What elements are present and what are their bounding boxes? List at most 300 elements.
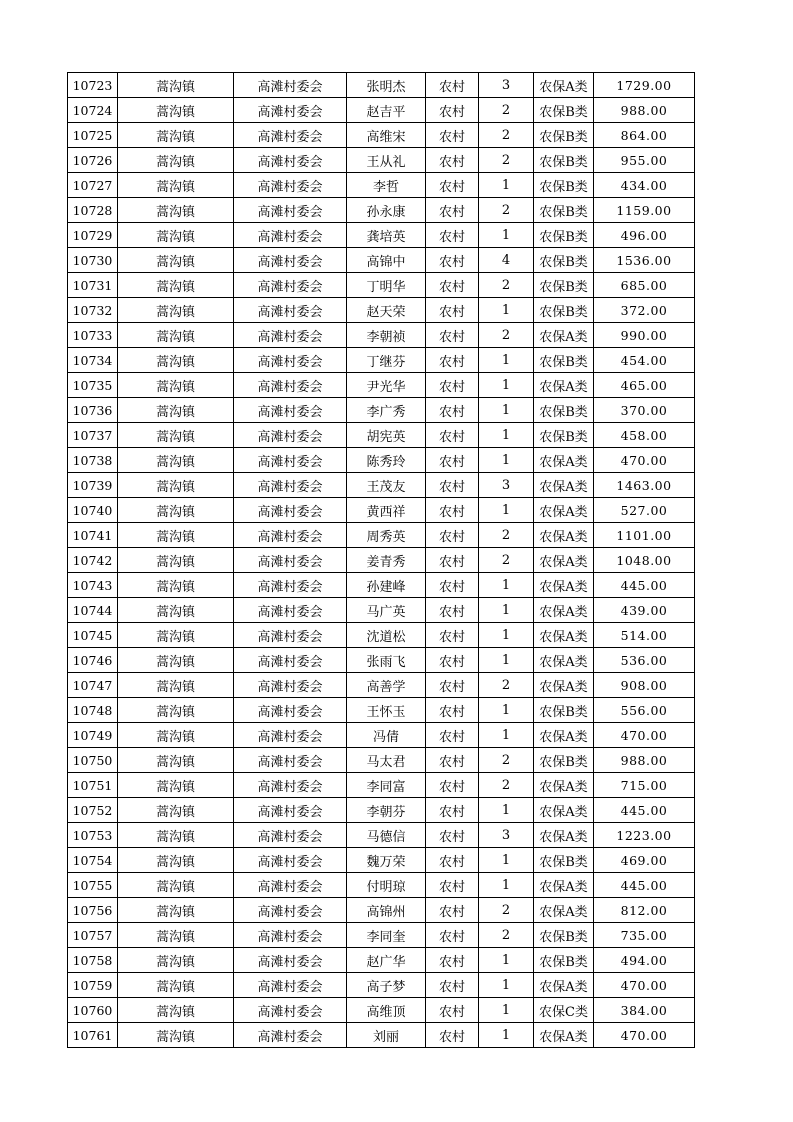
household-count-cell: 1 bbox=[479, 623, 534, 648]
area-type-cell: 农村 bbox=[426, 998, 479, 1023]
village-committee-cell: 高滩村委会 bbox=[234, 123, 347, 148]
insurance-category-cell: 农保A类 bbox=[534, 898, 594, 923]
village-committee-cell: 高滩村委会 bbox=[234, 198, 347, 223]
insurance-category-cell: 农保B类 bbox=[534, 223, 594, 248]
area-type-cell: 农村 bbox=[426, 373, 479, 398]
insurance-category-cell: 农保B类 bbox=[534, 423, 594, 448]
table-row bbox=[68, 198, 695, 223]
person-name-cell: 沈道松 bbox=[347, 623, 426, 648]
record-id-cell: 10746 bbox=[68, 648, 118, 673]
record-id-cell: 10741 bbox=[68, 523, 118, 548]
table-row bbox=[68, 748, 695, 773]
table-row bbox=[68, 123, 695, 148]
town-cell: 蒿沟镇 bbox=[118, 998, 234, 1023]
amount-cell: 1536.00 bbox=[594, 248, 695, 273]
amount-cell: 445.00 bbox=[594, 798, 695, 823]
town-cell: 蒿沟镇 bbox=[118, 523, 234, 548]
table-row bbox=[68, 473, 695, 498]
insurance-category-cell: 农保A类 bbox=[534, 598, 594, 623]
amount-cell: 735.00 bbox=[594, 923, 695, 948]
insurance-category-cell: 农保A类 bbox=[534, 648, 594, 673]
insurance-category-cell: 农保B类 bbox=[534, 173, 594, 198]
table-row bbox=[68, 323, 695, 348]
record-id-cell: 10724 bbox=[68, 98, 118, 123]
area-type-cell: 农村 bbox=[426, 323, 479, 348]
table-row bbox=[68, 273, 695, 298]
village-committee-cell: 高滩村委会 bbox=[234, 498, 347, 523]
area-type-cell: 农村 bbox=[426, 698, 479, 723]
village-committee-cell: 高滩村委会 bbox=[234, 523, 347, 548]
insurance-category-cell: 农保A类 bbox=[534, 623, 594, 648]
town-cell: 蒿沟镇 bbox=[118, 798, 234, 823]
village-committee-cell: 高滩村委会 bbox=[234, 748, 347, 773]
record-id-cell: 10734 bbox=[68, 348, 118, 373]
insurance-category-cell: 农保A类 bbox=[534, 498, 594, 523]
amount-cell: 496.00 bbox=[594, 223, 695, 248]
area-type-cell: 农村 bbox=[426, 273, 479, 298]
town-cell: 蒿沟镇 bbox=[118, 73, 234, 98]
table-row bbox=[68, 623, 695, 648]
person-name-cell: 姜青秀 bbox=[347, 548, 426, 573]
area-type-cell: 农村 bbox=[426, 598, 479, 623]
person-name-cell: 李同奎 bbox=[347, 923, 426, 948]
area-type-cell: 农村 bbox=[426, 73, 479, 98]
table-row bbox=[68, 598, 695, 623]
table-row bbox=[68, 823, 695, 848]
table-row bbox=[68, 648, 695, 673]
table-row bbox=[68, 523, 695, 548]
town-cell: 蒿沟镇 bbox=[118, 448, 234, 473]
person-name-cell: 高善学 bbox=[347, 673, 426, 698]
amount-cell: 527.00 bbox=[594, 498, 695, 523]
area-type-cell: 农村 bbox=[426, 648, 479, 673]
record-id-cell: 10723 bbox=[68, 73, 118, 98]
household-count-cell: 1 bbox=[479, 598, 534, 623]
area-type-cell: 农村 bbox=[426, 748, 479, 773]
household-count-cell: 1 bbox=[479, 1023, 534, 1048]
area-type-cell: 农村 bbox=[426, 98, 479, 123]
area-type-cell: 农村 bbox=[426, 223, 479, 248]
village-committee-cell: 高滩村委会 bbox=[234, 573, 347, 598]
household-count-cell: 2 bbox=[479, 323, 534, 348]
amount-cell: 372.00 bbox=[594, 298, 695, 323]
amount-cell: 955.00 bbox=[594, 148, 695, 173]
village-committee-cell: 高滩村委会 bbox=[234, 348, 347, 373]
amount-cell: 864.00 bbox=[594, 123, 695, 148]
area-type-cell: 农村 bbox=[426, 348, 479, 373]
household-count-cell: 1 bbox=[479, 498, 534, 523]
town-cell: 蒿沟镇 bbox=[118, 948, 234, 973]
village-committee-cell: 高滩村委会 bbox=[234, 923, 347, 948]
person-name-cell: 赵吉平 bbox=[347, 98, 426, 123]
amount-cell: 988.00 bbox=[594, 98, 695, 123]
area-type-cell: 农村 bbox=[426, 523, 479, 548]
insurance-category-cell: 农保B类 bbox=[534, 748, 594, 773]
amount-cell: 384.00 bbox=[594, 998, 695, 1023]
village-committee-cell: 高滩村委会 bbox=[234, 848, 347, 873]
table-row bbox=[68, 998, 695, 1023]
amount-cell: 1223.00 bbox=[594, 823, 695, 848]
town-cell: 蒿沟镇 bbox=[118, 623, 234, 648]
household-count-cell: 1 bbox=[479, 698, 534, 723]
person-name-cell: 丁继芬 bbox=[347, 348, 426, 373]
village-committee-cell: 高滩村委会 bbox=[234, 598, 347, 623]
record-id-cell: 10738 bbox=[68, 448, 118, 473]
insurance-category-cell: 农保A类 bbox=[534, 548, 594, 573]
area-type-cell: 农村 bbox=[426, 773, 479, 798]
village-committee-cell: 高滩村委会 bbox=[234, 673, 347, 698]
town-cell: 蒿沟镇 bbox=[118, 173, 234, 198]
town-cell: 蒿沟镇 bbox=[118, 123, 234, 148]
table-row bbox=[68, 773, 695, 798]
household-count-cell: 1 bbox=[479, 423, 534, 448]
area-type-cell: 农村 bbox=[426, 148, 479, 173]
table-row bbox=[68, 573, 695, 598]
town-cell: 蒿沟镇 bbox=[118, 598, 234, 623]
village-committee-cell: 高滩村委会 bbox=[234, 148, 347, 173]
household-count-cell: 2 bbox=[479, 923, 534, 948]
town-cell: 蒿沟镇 bbox=[118, 398, 234, 423]
household-count-cell: 1 bbox=[479, 173, 534, 198]
town-cell: 蒿沟镇 bbox=[118, 473, 234, 498]
record-id-cell: 10754 bbox=[68, 848, 118, 873]
village-committee-cell: 高滩村委会 bbox=[234, 273, 347, 298]
area-type-cell: 农村 bbox=[426, 298, 479, 323]
village-committee-cell: 高滩村委会 bbox=[234, 223, 347, 248]
amount-cell: 1729.00 bbox=[594, 73, 695, 98]
record-id-cell: 10751 bbox=[68, 773, 118, 798]
insurance-category-cell: 农保A类 bbox=[534, 473, 594, 498]
amount-cell: 494.00 bbox=[594, 948, 695, 973]
person-name-cell: 王从礼 bbox=[347, 148, 426, 173]
insurance-category-cell: 农保A类 bbox=[534, 523, 594, 548]
area-type-cell: 农村 bbox=[426, 498, 479, 523]
village-committee-cell: 高滩村委会 bbox=[234, 623, 347, 648]
area-type-cell: 农村 bbox=[426, 623, 479, 648]
amount-cell: 1101.00 bbox=[594, 523, 695, 548]
area-type-cell: 农村 bbox=[426, 923, 479, 948]
village-committee-cell: 高滩村委会 bbox=[234, 948, 347, 973]
table-row bbox=[68, 398, 695, 423]
household-count-cell: 1 bbox=[479, 223, 534, 248]
town-cell: 蒿沟镇 bbox=[118, 348, 234, 373]
household-count-cell: 1 bbox=[479, 798, 534, 823]
record-id-cell: 10737 bbox=[68, 423, 118, 448]
town-cell: 蒿沟镇 bbox=[118, 298, 234, 323]
record-id-cell: 10748 bbox=[68, 698, 118, 723]
amount-cell: 556.00 bbox=[594, 698, 695, 723]
town-cell: 蒿沟镇 bbox=[118, 573, 234, 598]
amount-cell: 445.00 bbox=[594, 573, 695, 598]
insurance-category-cell: 农保A类 bbox=[534, 1023, 594, 1048]
town-cell: 蒿沟镇 bbox=[118, 148, 234, 173]
person-name-cell: 马广英 bbox=[347, 598, 426, 623]
table-row bbox=[68, 98, 695, 123]
record-id-cell: 10739 bbox=[68, 473, 118, 498]
village-committee-cell: 高滩村委会 bbox=[234, 423, 347, 448]
record-id-cell: 10742 bbox=[68, 548, 118, 573]
household-count-cell: 1 bbox=[479, 448, 534, 473]
record-id-cell: 10747 bbox=[68, 673, 118, 698]
insurance-category-cell: 农保B类 bbox=[534, 123, 594, 148]
person-name-cell: 付明琼 bbox=[347, 873, 426, 898]
household-count-cell: 2 bbox=[479, 898, 534, 923]
area-type-cell: 农村 bbox=[426, 423, 479, 448]
household-count-cell: 1 bbox=[479, 398, 534, 423]
town-cell: 蒿沟镇 bbox=[118, 323, 234, 348]
insurance-category-cell: 农保A类 bbox=[534, 448, 594, 473]
village-committee-cell: 高滩村委会 bbox=[234, 98, 347, 123]
person-name-cell: 魏万荣 bbox=[347, 848, 426, 873]
record-id-cell: 10733 bbox=[68, 323, 118, 348]
person-name-cell: 孙建峰 bbox=[347, 573, 426, 598]
town-cell: 蒿沟镇 bbox=[118, 873, 234, 898]
village-committee-cell: 高滩村委会 bbox=[234, 298, 347, 323]
town-cell: 蒿沟镇 bbox=[118, 1023, 234, 1048]
person-name-cell: 黄西祥 bbox=[347, 498, 426, 523]
amount-cell: 454.00 bbox=[594, 348, 695, 373]
person-name-cell: 赵天荣 bbox=[347, 298, 426, 323]
household-count-cell: 3 bbox=[479, 473, 534, 498]
record-id-cell: 10760 bbox=[68, 998, 118, 1023]
household-count-cell: 1 bbox=[479, 648, 534, 673]
record-id-cell: 10749 bbox=[68, 723, 118, 748]
town-cell: 蒿沟镇 bbox=[118, 698, 234, 723]
amount-cell: 439.00 bbox=[594, 598, 695, 623]
area-type-cell: 农村 bbox=[426, 898, 479, 923]
record-id-cell: 10756 bbox=[68, 898, 118, 923]
area-type-cell: 农村 bbox=[426, 948, 479, 973]
insurance-category-cell: 农保B类 bbox=[534, 698, 594, 723]
person-name-cell: 李同富 bbox=[347, 773, 426, 798]
amount-cell: 470.00 bbox=[594, 973, 695, 998]
table-row bbox=[68, 973, 695, 998]
insurance-category-cell: 农保B类 bbox=[534, 923, 594, 948]
amount-cell: 470.00 bbox=[594, 1023, 695, 1048]
insurance-category-cell: 农保B类 bbox=[534, 398, 594, 423]
amount-cell: 685.00 bbox=[594, 273, 695, 298]
town-cell: 蒿沟镇 bbox=[118, 923, 234, 948]
amount-cell: 470.00 bbox=[594, 448, 695, 473]
village-committee-cell: 高滩村委会 bbox=[234, 648, 347, 673]
record-id-cell: 10726 bbox=[68, 148, 118, 173]
insurance-category-cell: 农保B类 bbox=[534, 948, 594, 973]
household-count-cell: 2 bbox=[479, 523, 534, 548]
person-name-cell: 王怀玉 bbox=[347, 698, 426, 723]
area-type-cell: 农村 bbox=[426, 398, 479, 423]
insurance-category-cell: 农保B类 bbox=[534, 198, 594, 223]
household-count-cell: 3 bbox=[479, 823, 534, 848]
area-type-cell: 农村 bbox=[426, 548, 479, 573]
insurance-category-cell: 农保A类 bbox=[534, 73, 594, 98]
household-count-cell: 1 bbox=[479, 948, 534, 973]
amount-cell: 1463.00 bbox=[594, 473, 695, 498]
person-name-cell: 张雨飞 bbox=[347, 648, 426, 673]
town-cell: 蒿沟镇 bbox=[118, 548, 234, 573]
person-name-cell: 马德信 bbox=[347, 823, 426, 848]
household-count-cell: 1 bbox=[479, 848, 534, 873]
table-row bbox=[68, 348, 695, 373]
village-committee-cell: 高滩村委会 bbox=[234, 448, 347, 473]
record-id-cell: 10744 bbox=[68, 598, 118, 623]
household-count-cell: 2 bbox=[479, 748, 534, 773]
person-name-cell: 高子梦 bbox=[347, 973, 426, 998]
town-cell: 蒿沟镇 bbox=[118, 673, 234, 698]
amount-cell: 536.00 bbox=[594, 648, 695, 673]
table-row bbox=[68, 298, 695, 323]
record-id-cell: 10740 bbox=[68, 498, 118, 523]
area-type-cell: 农村 bbox=[426, 198, 479, 223]
town-cell: 蒿沟镇 bbox=[118, 198, 234, 223]
household-count-cell: 4 bbox=[479, 248, 534, 273]
amount-cell: 458.00 bbox=[594, 423, 695, 448]
person-name-cell: 张明杰 bbox=[347, 73, 426, 98]
village-committee-cell: 高滩村委会 bbox=[234, 473, 347, 498]
record-id-cell: 10753 bbox=[68, 823, 118, 848]
village-committee-cell: 高滩村委会 bbox=[234, 773, 347, 798]
table-row bbox=[68, 148, 695, 173]
amount-cell: 434.00 bbox=[594, 173, 695, 198]
person-name-cell: 赵广华 bbox=[347, 948, 426, 973]
insurance-category-cell: 农保B类 bbox=[534, 348, 594, 373]
table-row bbox=[68, 448, 695, 473]
household-count-cell: 2 bbox=[479, 273, 534, 298]
village-committee-cell: 高滩村委会 bbox=[234, 1023, 347, 1048]
roster-body bbox=[68, 73, 695, 1048]
amount-cell: 514.00 bbox=[594, 623, 695, 648]
insurance-category-cell: 农保A类 bbox=[534, 823, 594, 848]
person-name-cell: 李哲 bbox=[347, 173, 426, 198]
record-id-cell: 10752 bbox=[68, 798, 118, 823]
person-name-cell: 龚培英 bbox=[347, 223, 426, 248]
amount-cell: 990.00 bbox=[594, 323, 695, 348]
record-id-cell: 10725 bbox=[68, 123, 118, 148]
amount-cell: 465.00 bbox=[594, 373, 695, 398]
record-id-cell: 10759 bbox=[68, 973, 118, 998]
town-cell: 蒿沟镇 bbox=[118, 273, 234, 298]
town-cell: 蒿沟镇 bbox=[118, 648, 234, 673]
insurance-category-cell: 农保B类 bbox=[534, 148, 594, 173]
area-type-cell: 农村 bbox=[426, 723, 479, 748]
household-count-cell: 2 bbox=[479, 98, 534, 123]
table-row bbox=[68, 248, 695, 273]
village-committee-cell: 高滩村委会 bbox=[234, 798, 347, 823]
record-id-cell: 10732 bbox=[68, 298, 118, 323]
insurance-category-cell: 农保C类 bbox=[534, 998, 594, 1023]
household-count-cell: 1 bbox=[479, 873, 534, 898]
town-cell: 蒿沟镇 bbox=[118, 773, 234, 798]
household-count-cell: 2 bbox=[479, 123, 534, 148]
amount-cell: 1159.00 bbox=[594, 198, 695, 223]
record-id-cell: 10761 bbox=[68, 1023, 118, 1048]
person-name-cell: 周秀英 bbox=[347, 523, 426, 548]
household-count-cell: 3 bbox=[479, 73, 534, 98]
record-id-cell: 10757 bbox=[68, 923, 118, 948]
town-cell: 蒿沟镇 bbox=[118, 723, 234, 748]
area-type-cell: 农村 bbox=[426, 248, 479, 273]
village-committee-cell: 高滩村委会 bbox=[234, 398, 347, 423]
amount-cell: 1048.00 bbox=[594, 548, 695, 573]
person-name-cell: 高锦中 bbox=[347, 248, 426, 273]
area-type-cell: 农村 bbox=[426, 573, 479, 598]
insurance-category-cell: 农保B类 bbox=[534, 98, 594, 123]
area-type-cell: 农村 bbox=[426, 873, 479, 898]
village-committee-cell: 高滩村委会 bbox=[234, 373, 347, 398]
area-type-cell: 农村 bbox=[426, 1023, 479, 1048]
insurance-category-cell: 农保B类 bbox=[534, 298, 594, 323]
village-committee-cell: 高滩村委会 bbox=[234, 323, 347, 348]
record-id-cell: 10750 bbox=[68, 748, 118, 773]
village-committee-cell: 高滩村委会 bbox=[234, 548, 347, 573]
town-cell: 蒿沟镇 bbox=[118, 898, 234, 923]
table-row bbox=[68, 1023, 695, 1048]
village-committee-cell: 高滩村委会 bbox=[234, 998, 347, 1023]
record-id-cell: 10755 bbox=[68, 873, 118, 898]
household-count-cell: 2 bbox=[479, 148, 534, 173]
record-id-cell: 10730 bbox=[68, 248, 118, 273]
table-row bbox=[68, 423, 695, 448]
area-type-cell: 农村 bbox=[426, 448, 479, 473]
person-name-cell: 王茂友 bbox=[347, 473, 426, 498]
table-row bbox=[68, 673, 695, 698]
insurance-category-cell: 农保B类 bbox=[534, 848, 594, 873]
area-type-cell: 农村 bbox=[426, 473, 479, 498]
amount-cell: 715.00 bbox=[594, 773, 695, 798]
amount-cell: 812.00 bbox=[594, 898, 695, 923]
insurance-category-cell: 农保A类 bbox=[534, 798, 594, 823]
area-type-cell: 农村 bbox=[426, 798, 479, 823]
household-count-cell: 2 bbox=[479, 548, 534, 573]
table-row bbox=[68, 73, 695, 98]
person-name-cell: 高维宋 bbox=[347, 123, 426, 148]
insurance-category-cell: 农保A类 bbox=[534, 323, 594, 348]
amount-cell: 370.00 bbox=[594, 398, 695, 423]
record-id-cell: 10728 bbox=[68, 198, 118, 223]
town-cell: 蒿沟镇 bbox=[118, 373, 234, 398]
area-type-cell: 农村 bbox=[426, 173, 479, 198]
person-name-cell: 李朝祯 bbox=[347, 323, 426, 348]
household-count-cell: 1 bbox=[479, 723, 534, 748]
household-count-cell: 1 bbox=[479, 298, 534, 323]
household-count-cell: 1 bbox=[479, 373, 534, 398]
area-type-cell: 农村 bbox=[426, 973, 479, 998]
household-count-cell: 1 bbox=[479, 973, 534, 998]
table-row bbox=[68, 848, 695, 873]
person-name-cell: 刘丽 bbox=[347, 1023, 426, 1048]
table-row bbox=[68, 873, 695, 898]
table-row bbox=[68, 498, 695, 523]
household-count-cell: 1 bbox=[479, 573, 534, 598]
person-name-cell: 李朝芬 bbox=[347, 798, 426, 823]
person-name-cell: 高维顶 bbox=[347, 998, 426, 1023]
town-cell: 蒿沟镇 bbox=[118, 823, 234, 848]
table-row bbox=[68, 798, 695, 823]
town-cell: 蒿沟镇 bbox=[118, 498, 234, 523]
person-name-cell: 陈秀玲 bbox=[347, 448, 426, 473]
record-id-cell: 10743 bbox=[68, 573, 118, 598]
record-id-cell: 10727 bbox=[68, 173, 118, 198]
village-committee-cell: 高滩村委会 bbox=[234, 973, 347, 998]
table-row bbox=[68, 923, 695, 948]
record-id-cell: 10736 bbox=[68, 398, 118, 423]
table-row bbox=[68, 898, 695, 923]
amount-cell: 470.00 bbox=[594, 723, 695, 748]
insurance-category-cell: 农保A类 bbox=[534, 773, 594, 798]
area-type-cell: 农村 bbox=[426, 848, 479, 873]
insurance-category-cell: 农保A类 bbox=[534, 673, 594, 698]
town-cell: 蒿沟镇 bbox=[118, 248, 234, 273]
insurance-category-cell: 农保A类 bbox=[534, 723, 594, 748]
